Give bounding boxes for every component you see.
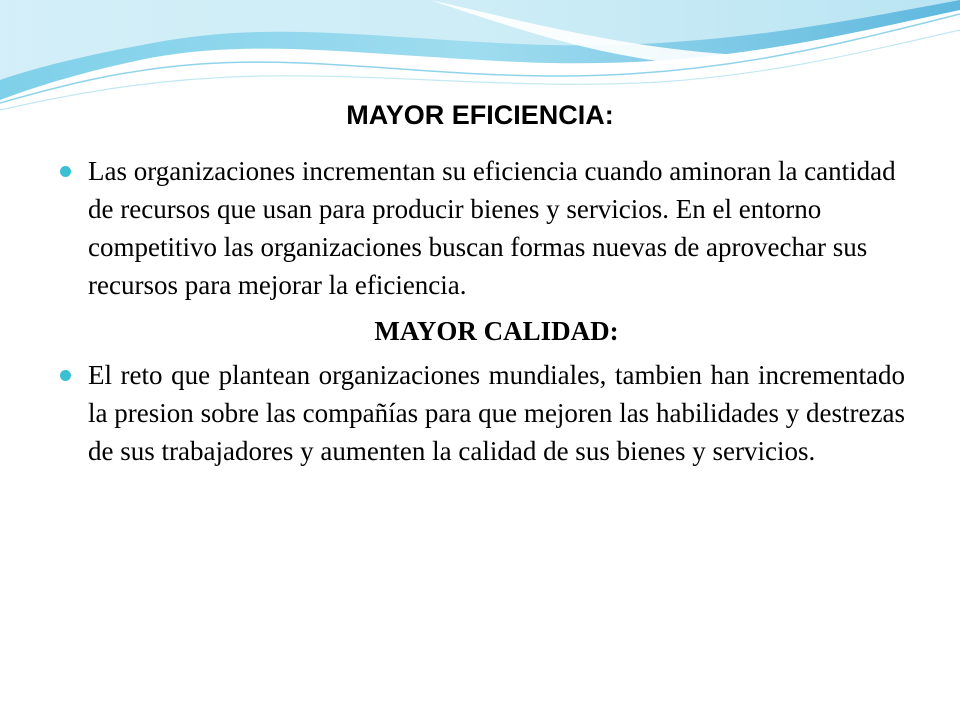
bullet-text: Las organizaciones incrementan su eficiencia cuando aminoran la cantidad de recursos que usan para producir bienes y servicios. En el entorno competitivo las organizaciones buscan formas nuevas de aprovechar sus recursos para mejorar la eficiencia. [88, 156, 896, 300]
slide-content [60, 152, 905, 470]
subheading-quality: MAYOR CALIDAD: [374, 316, 619, 346]
bullet-item-quality [60, 356, 905, 470]
bullet-dot-icon [60, 166, 71, 177]
bullet-dot-icon [60, 370, 71, 381]
bullet-text: El reto que plantean organizaciones mundiales, tambien han incrementado la presion sobre las compañías para que mejoren las habilidades y destrezas de sus trabajadores y aumenten la calidad de sus bienes y servicios. [88, 360, 905, 466]
bullet-item-efficiency [60, 152, 905, 304]
slide-title: MAYOR EFICIENCIA: [346, 100, 614, 130]
